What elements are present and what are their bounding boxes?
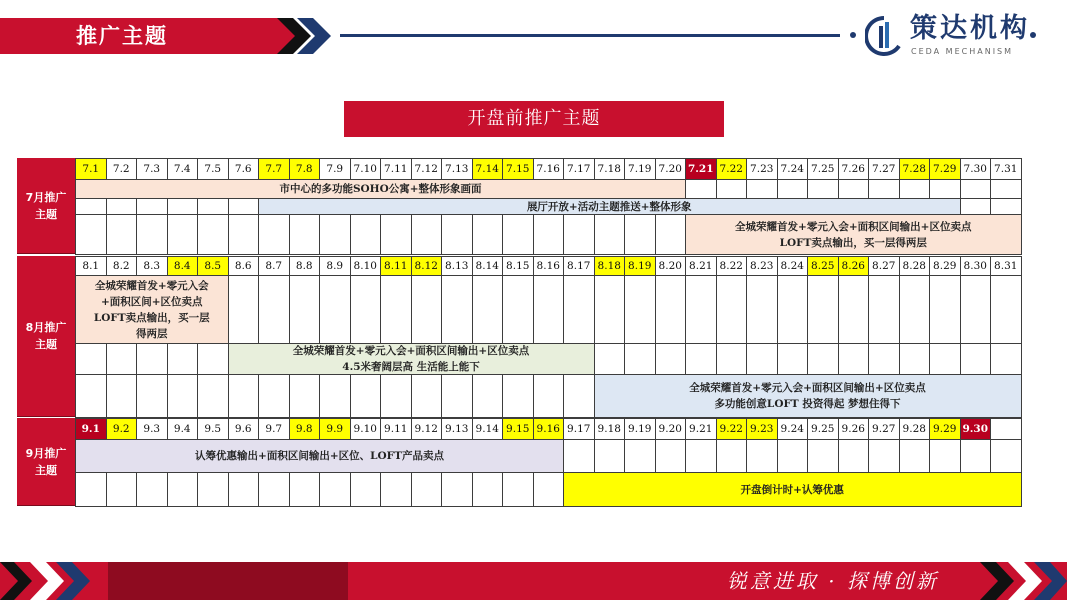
date-cell: 9.21: [685, 418, 717, 440]
date-cell: 7.25: [807, 158, 839, 180]
logo-subtitle: CEDA MECHANISM: [911, 47, 1014, 56]
month-label: 7月推广 主题: [17, 158, 75, 254]
grid-cell: [960, 439, 992, 473]
date-cell: 7.10: [350, 158, 382, 180]
grid-cell: [624, 214, 656, 255]
grid-cell: [258, 214, 290, 255]
grid-cell: [838, 275, 870, 344]
header-dot: [1030, 32, 1036, 38]
grid-cell: [441, 472, 473, 507]
grid-cell: [502, 214, 534, 255]
grid-cell: [960, 198, 992, 215]
empty-cell: [990, 418, 1022, 440]
date-cell: 9.16: [533, 418, 565, 440]
date-cell: 7.4: [167, 158, 199, 180]
date-cell: 9.1: [75, 418, 107, 440]
grid-cell: [75, 198, 107, 215]
date-cell: 9.11: [380, 418, 412, 440]
grid-cell: [441, 275, 473, 344]
grid-cell: [258, 275, 290, 344]
grid-cell: [594, 343, 626, 375]
grid-cell: [197, 198, 229, 215]
grid-cell: [472, 275, 504, 344]
date-cell: 8.3: [136, 256, 168, 276]
grid-cell: [777, 439, 809, 473]
header-divider: [340, 34, 840, 37]
date-cell: 7.31: [990, 158, 1022, 180]
date-cell: 7.18: [594, 158, 626, 180]
grid-cell: [106, 472, 138, 507]
grid-cell: [136, 374, 168, 418]
date-cell: 7.24: [777, 158, 809, 180]
grid-cell: [167, 472, 199, 507]
date-cell: 9.26: [838, 418, 870, 440]
grid-cell: [685, 439, 717, 473]
footer-chevron-left-icon: [0, 562, 110, 600]
grid-cell: [594, 214, 626, 255]
month-label: 8月推广 主题: [17, 256, 75, 417]
grid-cell: [624, 343, 656, 375]
grid-cell: [75, 374, 107, 418]
grid-cell: [899, 275, 931, 344]
grid-cell: [929, 275, 961, 344]
theme-bar: 市中心的多功能SOHO公寓+整体形象画面: [75, 179, 686, 199]
grid-cell: [685, 343, 717, 375]
grid-cell: [777, 179, 809, 199]
grid-cell: [746, 179, 778, 199]
date-cell: 7.27: [868, 158, 900, 180]
grid-cell: [136, 214, 168, 255]
logo-text: 策达机构: [910, 13, 1030, 44]
grid-cell: [380, 374, 412, 418]
date-cell: 8.20: [655, 256, 687, 276]
grid-cell: [258, 374, 290, 418]
grid-cell: [899, 439, 931, 473]
grid-cell: [594, 439, 626, 473]
date-cell: 8.18: [594, 256, 626, 276]
month-label: 9月推广 主题: [17, 418, 75, 506]
date-cell: 8.28: [899, 256, 931, 276]
grid-cell: [106, 214, 138, 255]
theme-bar: 开盘倒计时+认筹优惠: [563, 472, 1022, 507]
date-cell: 8.25: [807, 256, 839, 276]
grid-cell: [502, 472, 534, 507]
grid-cell: [411, 214, 443, 255]
grid-cell: [685, 275, 717, 344]
grid-cell: [380, 275, 412, 344]
grid-cell: [167, 374, 199, 418]
date-cell: 7.8: [289, 158, 321, 180]
grid-cell: [960, 179, 992, 199]
grid-cell: [868, 439, 900, 473]
grid-cell: [868, 343, 900, 375]
grid-cell: [838, 343, 870, 375]
grid-cell: [197, 472, 229, 507]
grid-cell: [289, 374, 321, 418]
grid-cell: [350, 472, 382, 507]
theme-bar: 展厅开放+活动主题推送+整体形象: [258, 198, 961, 215]
date-cell: 7.28: [899, 158, 931, 180]
date-cell: 9.13: [441, 418, 473, 440]
date-cell: 7.5: [197, 158, 229, 180]
grid-cell: [228, 275, 260, 344]
grid-cell: [502, 275, 534, 344]
grid-cell: [75, 472, 107, 507]
grid-cell: [716, 439, 748, 473]
date-cell: 8.22: [716, 256, 748, 276]
grid-cell: [319, 374, 351, 418]
grid-cell: [624, 439, 656, 473]
grid-cell: [655, 343, 687, 375]
date-cell: 8.8: [289, 256, 321, 276]
grid-cell: [777, 275, 809, 344]
grid-cell: [990, 343, 1022, 375]
grid-cell: [563, 374, 595, 418]
date-cell: 8.9: [319, 256, 351, 276]
date-cell: 8.21: [685, 256, 717, 276]
date-cell: 7.12: [411, 158, 443, 180]
grid-cell: [289, 214, 321, 255]
grid-cell: [990, 179, 1022, 199]
date-cell: 7.22: [716, 158, 748, 180]
date-cell: 7.1: [75, 158, 107, 180]
grid-cell: [624, 275, 656, 344]
grid-cell: [868, 275, 900, 344]
footer-band: [348, 562, 708, 600]
grid-cell: [258, 472, 290, 507]
date-cell: 9.4: [167, 418, 199, 440]
date-cell: 8.26: [838, 256, 870, 276]
grid-cell: [472, 374, 504, 418]
date-cell: 7.17: [563, 158, 595, 180]
grid-cell: [167, 198, 199, 215]
date-cell: 8.4: [167, 256, 199, 276]
date-cell: 9.3: [136, 418, 168, 440]
grid-cell: [228, 374, 260, 418]
date-cell: 9.24: [777, 418, 809, 440]
grid-cell: [929, 439, 961, 473]
date-cell: 9.28: [899, 418, 931, 440]
grid-cell: [350, 374, 382, 418]
date-cell: 8.14: [472, 256, 504, 276]
theme-bar: 认筹优惠输出+面积区间输出+区位、LOFT产品卖点: [75, 439, 564, 473]
grid-cell: [899, 179, 931, 199]
grid-cell: [136, 343, 168, 375]
grid-cell: [350, 275, 382, 344]
date-cell: 8.6: [228, 256, 260, 276]
grid-cell: [716, 179, 748, 199]
date-cell: 8.7: [258, 256, 290, 276]
date-cell: 9.9: [319, 418, 351, 440]
grid-cell: [929, 343, 961, 375]
grid-cell: [502, 374, 534, 418]
date-cell: 7.26: [838, 158, 870, 180]
date-cell: 9.18: [594, 418, 626, 440]
grid-cell: [655, 214, 687, 255]
grid-cell: [777, 343, 809, 375]
grid-cell: [807, 343, 839, 375]
grid-cell: [746, 275, 778, 344]
grid-cell: [807, 439, 839, 473]
grid-cell: [990, 439, 1022, 473]
date-cell: 7.6: [228, 158, 260, 180]
grid-cell: [838, 439, 870, 473]
date-cell: 7.21: [685, 158, 717, 180]
date-cell: 9.2: [106, 418, 138, 440]
page-header: [0, 0, 1067, 70]
theme-bar: 全城荣耀首发+零元入会 +面积区间+区位卖点 LOFT卖点输出，买一层 得两层: [75, 275, 229, 344]
date-cell: 8.5: [197, 256, 229, 276]
grid-cell: [838, 179, 870, 199]
page-title: 推广主题: [76, 24, 168, 48]
grid-cell: [289, 275, 321, 344]
grid-cell: [563, 214, 595, 255]
footer-band: [108, 562, 348, 600]
date-cell: 7.14: [472, 158, 504, 180]
grid-cell: [990, 275, 1022, 344]
grid-cell: [685, 179, 717, 199]
page-footer: [0, 562, 1067, 600]
date-cell: 9.19: [624, 418, 656, 440]
grid-cell: [960, 275, 992, 344]
grid-cell: [75, 343, 107, 375]
date-cell: 8.24: [777, 256, 809, 276]
date-cell: 9.27: [868, 418, 900, 440]
theme-bar: 全城荣耀首发+零元入会+面积区间输出+区位卖点 LOFT卖点输出，买一层得两层: [685, 214, 1022, 255]
date-cell: 8.1: [75, 256, 107, 276]
grid-cell: [929, 179, 961, 199]
grid-cell: [716, 275, 748, 344]
date-cell: 9.5: [197, 418, 229, 440]
grid-cell: [594, 275, 626, 344]
date-cell: 9.10: [350, 418, 382, 440]
footer-chevron-right-icon: [970, 562, 1067, 600]
grid-cell: [350, 214, 382, 255]
grid-cell: [533, 472, 565, 507]
date-cell: 7.11: [380, 158, 412, 180]
grid-cell: [319, 275, 351, 344]
grid-cell: [319, 472, 351, 507]
grid-cell: [533, 374, 565, 418]
date-cell: 7.3: [136, 158, 168, 180]
grid-cell: [807, 179, 839, 199]
grid-cell: [197, 343, 229, 375]
footer-motto: 锐意进取 · 探博创新: [726, 569, 939, 593]
ceda-logo-icon: [865, 14, 903, 58]
date-cell: 7.20: [655, 158, 687, 180]
grid-cell: [289, 472, 321, 507]
date-cell: 8.11: [380, 256, 412, 276]
grid-cell: [228, 472, 260, 507]
grid-cell: [441, 214, 473, 255]
grid-cell: [472, 472, 504, 507]
grid-cell: [75, 214, 107, 255]
grid-cell: [563, 439, 595, 473]
section-title: 开盘前推广主题: [344, 101, 724, 137]
grid-cell: [441, 374, 473, 418]
date-cell: 8.29: [929, 256, 961, 276]
date-cell: 9.6: [228, 418, 260, 440]
date-cell: 8.13: [441, 256, 473, 276]
grid-cell: [655, 275, 687, 344]
date-cell: 9.17: [563, 418, 595, 440]
date-cell: 7.16: [533, 158, 565, 180]
date-cell: 9.29: [929, 418, 961, 440]
grid-cell: [746, 343, 778, 375]
date-cell: 8.23: [746, 256, 778, 276]
date-cell: 8.12: [411, 256, 443, 276]
grid-cell: [197, 374, 229, 418]
date-cell: 7.2: [106, 158, 138, 180]
grid-cell: [563, 275, 595, 344]
date-cell: 9.30: [960, 418, 992, 440]
date-cell: 8.17: [563, 256, 595, 276]
date-cell: 9.22: [716, 418, 748, 440]
date-cell: 7.15: [502, 158, 534, 180]
date-cell: 9.25: [807, 418, 839, 440]
date-cell: 8.31: [990, 256, 1022, 276]
grid-cell: [899, 343, 931, 375]
grid-cell: [380, 472, 412, 507]
date-cell: 7.9: [319, 158, 351, 180]
date-cell: 7.13: [441, 158, 473, 180]
date-cell: 9.20: [655, 418, 687, 440]
grid-cell: [106, 198, 138, 215]
date-cell: 8.2: [106, 256, 138, 276]
date-cell: 7.29: [929, 158, 961, 180]
grid-cell: [716, 343, 748, 375]
date-cell: 7.30: [960, 158, 992, 180]
grid-cell: [807, 275, 839, 344]
date-cell: 9.23: [746, 418, 778, 440]
grid-cell: [411, 275, 443, 344]
date-cell: 8.30: [960, 256, 992, 276]
grid-cell: [319, 214, 351, 255]
date-cell: 8.27: [868, 256, 900, 276]
grid-cell: [533, 214, 565, 255]
grid-cell: [136, 198, 168, 215]
date-cell: 9.14: [472, 418, 504, 440]
date-cell: 8.16: [533, 256, 565, 276]
grid-cell: [197, 214, 229, 255]
date-cell: 8.15: [502, 256, 534, 276]
theme-bar: 全城荣耀首发+零元入会+面积区间输出+区位卖点 多功能创意LOFT 投资得起 梦想住得下: [594, 374, 1022, 418]
grid-cell: [380, 214, 412, 255]
grid-cell: [960, 343, 992, 375]
grid-cell: [228, 214, 260, 255]
promotion-schedule-grid: [17, 158, 1037, 507]
grid-cell: [106, 343, 138, 375]
theme-bar: 全城荣耀首发+零元入会+面积区间输出+区位卖点 4.5米奢阔层高 生活能上能下: [228, 343, 595, 375]
grid-cell: [533, 275, 565, 344]
grid-cell: [655, 439, 687, 473]
date-cell: 7.7: [258, 158, 290, 180]
grid-cell: [167, 343, 199, 375]
date-cell: 9.12: [411, 418, 443, 440]
grid-cell: [411, 472, 443, 507]
grid-cell: [472, 214, 504, 255]
grid-cell: [868, 179, 900, 199]
grid-cell: [990, 198, 1022, 215]
grid-cell: [228, 198, 260, 215]
grid-cell: [136, 472, 168, 507]
grid-cell: [106, 374, 138, 418]
date-cell: 8.19: [624, 256, 656, 276]
date-cell: 7.19: [624, 158, 656, 180]
header-dot: [850, 32, 856, 38]
date-cell: 8.10: [350, 256, 382, 276]
date-cell: 9.15: [502, 418, 534, 440]
date-cell: 7.23: [746, 158, 778, 180]
date-cell: 9.8: [289, 418, 321, 440]
date-cell: 9.7: [258, 418, 290, 440]
grid-cell: [411, 374, 443, 418]
grid-cell: [167, 214, 199, 255]
grid-cell: [746, 439, 778, 473]
